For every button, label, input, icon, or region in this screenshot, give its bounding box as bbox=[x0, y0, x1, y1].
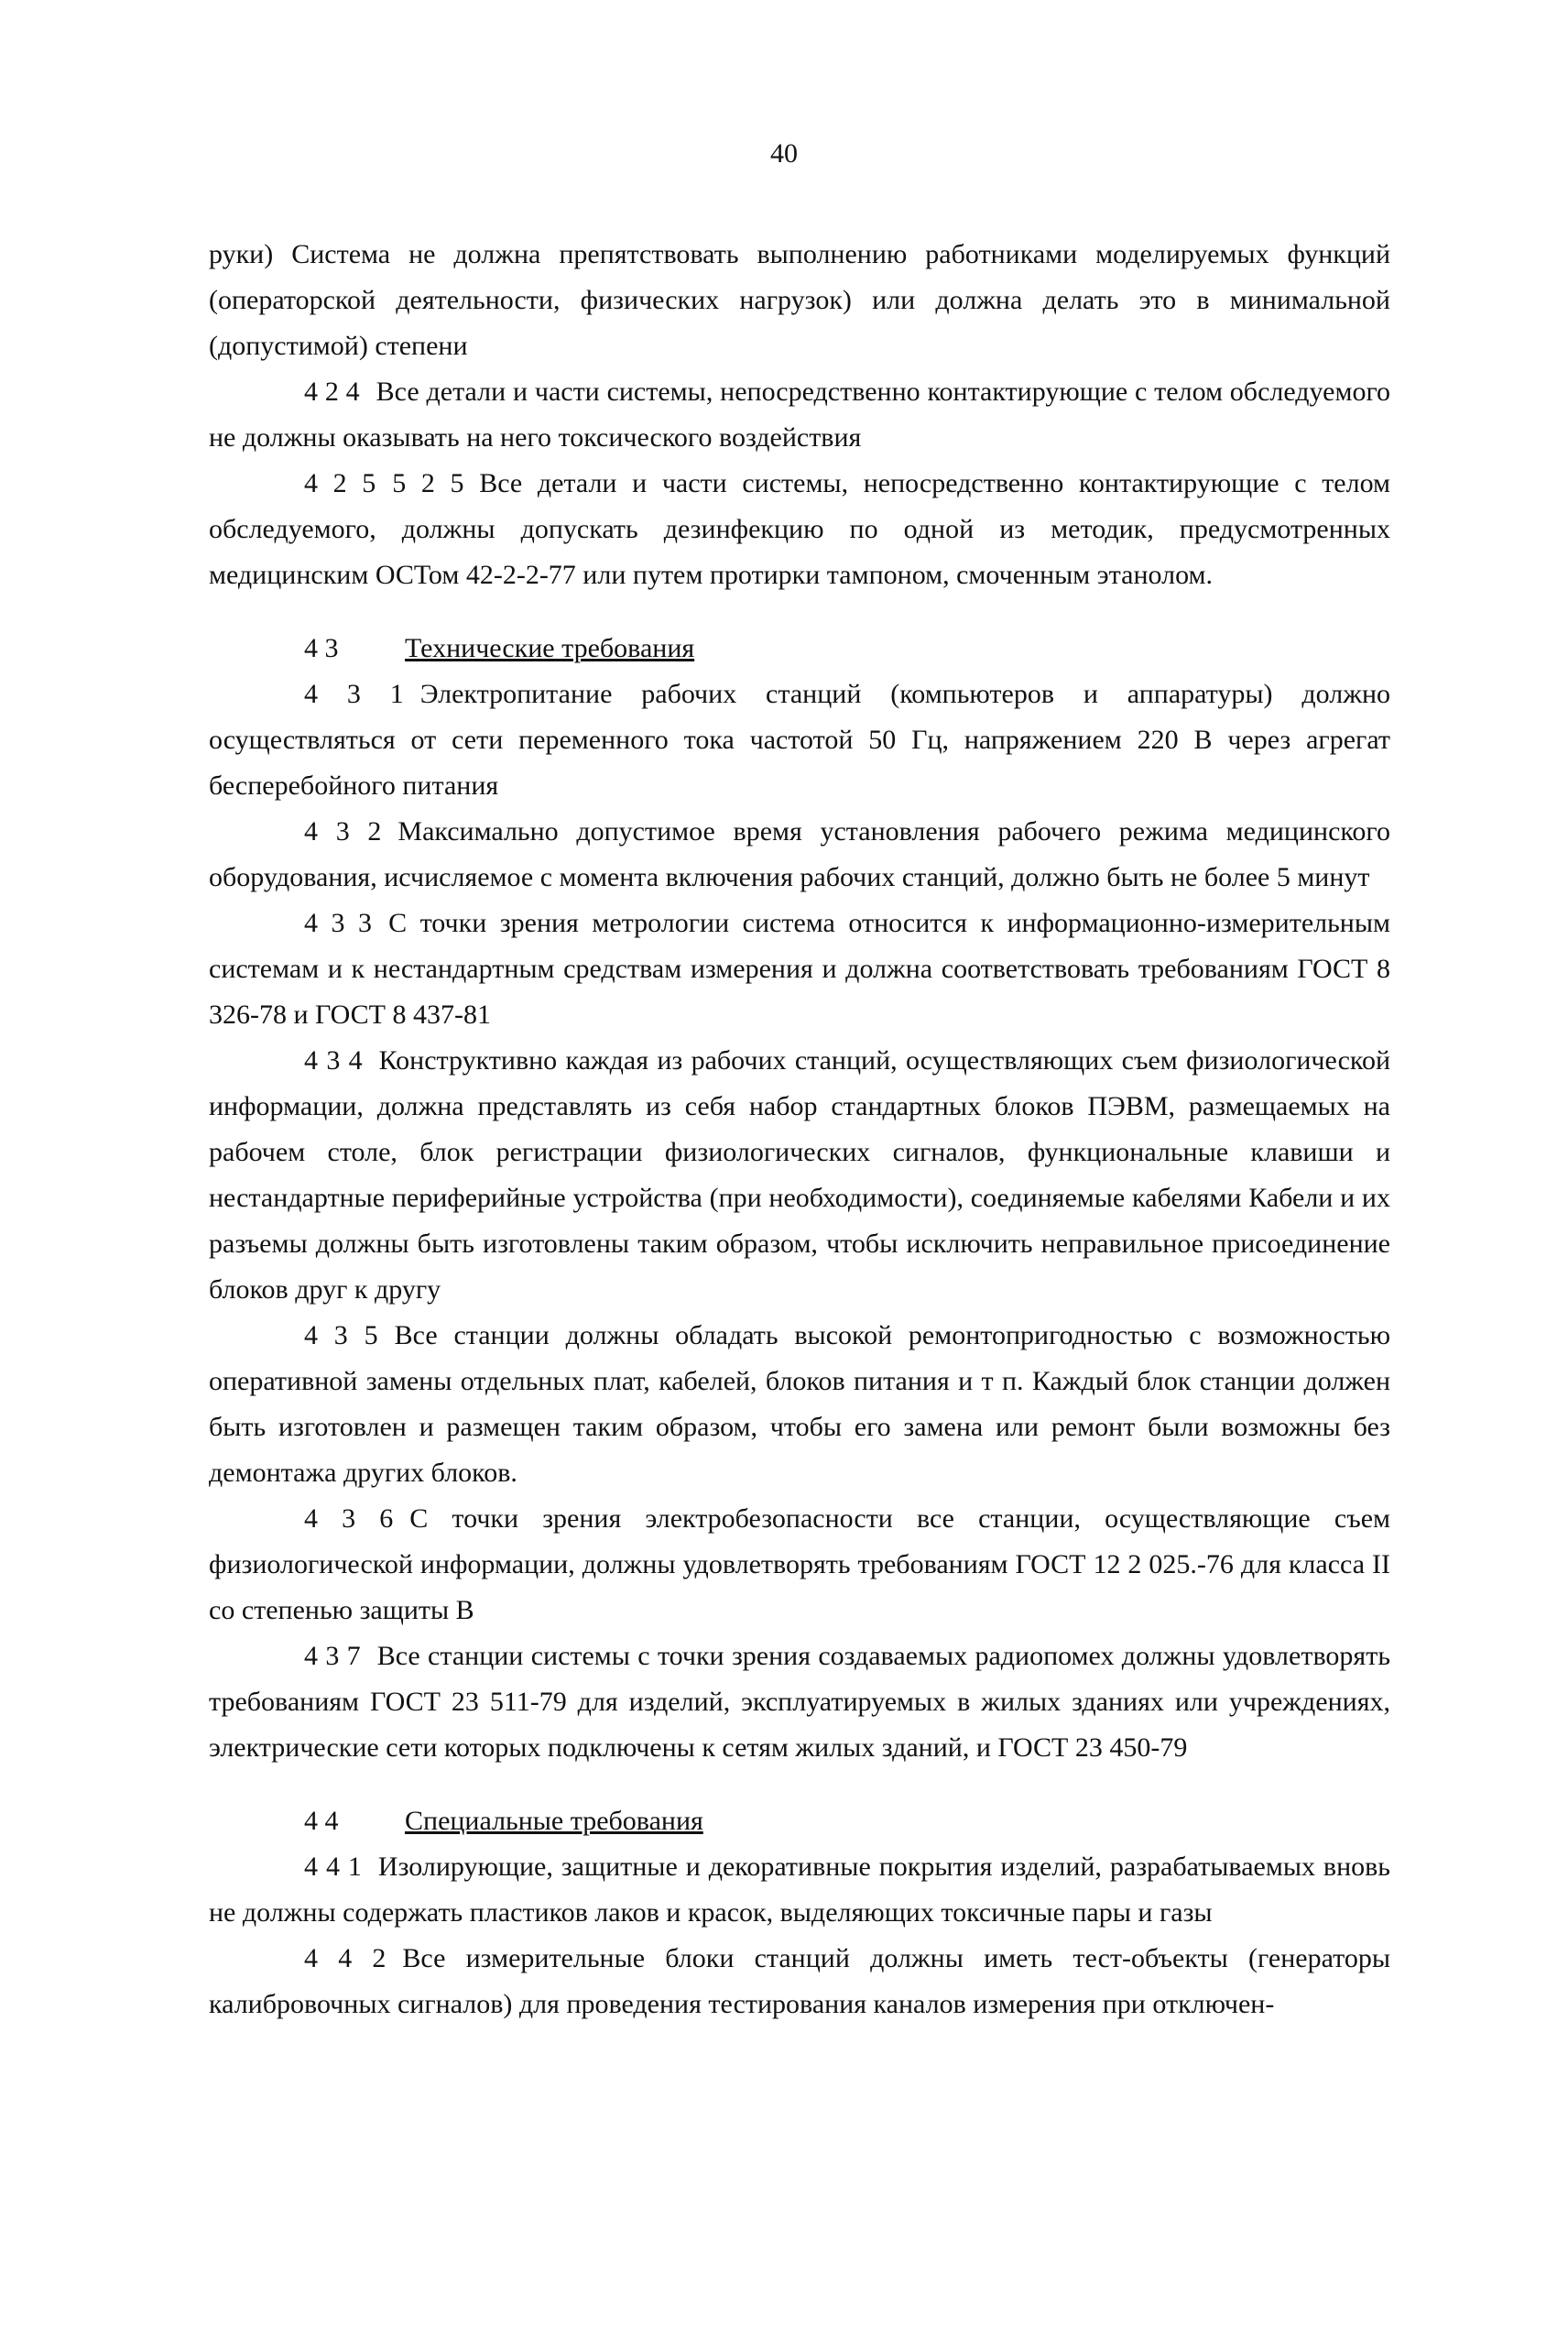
clause-number: 4 4 1 bbox=[304, 1852, 362, 1882]
paragraph-text: С точки зрения электробезопасности все станции, осуществляющие съем физиологической информации, должны удовлетворять требованиям ГОСТ 12 2 025.-76 для класса II со степенью защиты В bbox=[209, 1503, 1391, 1625]
paragraph-4-2-4 bbox=[209, 369, 1390, 461]
clause-number: 4 2 5 bbox=[304, 468, 376, 498]
paragraph-continued bbox=[209, 232, 1390, 369]
paragraph-4-2-5 bbox=[209, 461, 1390, 598]
paragraph-4-3-5 bbox=[209, 1313, 1390, 1496]
paragraph-text: руки) Система не должна препятствовать выполнению работниками моделируемых функций (операторской деятельности, физических нагрузок) или должна делать это в минимальной (допустимой) степени bbox=[209, 239, 1390, 361]
section-number: 4 3 bbox=[304, 633, 339, 663]
paragraph-4-3-1 bbox=[209, 672, 1390, 809]
clause-number: 4 3 6 bbox=[304, 1503, 394, 1534]
clause-number: 4 4 2 bbox=[304, 1943, 387, 1973]
clause-number: 4 3 3 bbox=[304, 908, 373, 938]
paragraph-4-3-2 bbox=[209, 809, 1390, 901]
paragraph-text: Все станции системы с точки зрения создаваемых радиопомех должны удовлетворять требованиям ГОСТ 23 511-79 для изделий, эксплуатируемых в жилых зданиях или учреждениях, электрические сети которых подключены к сетям жилых зданий, и ГОСТ 23 450-79 bbox=[209, 1641, 1391, 1763]
page-number: 40 bbox=[770, 138, 798, 169]
document-body bbox=[209, 232, 1390, 2027]
paragraph-text: Конструктивно каждая из рабочих станций, осуществляющих съем физиологической информации, должна представлять из себя набор стандартных блоков ПЭВМ, размещаемых на рабочем столе, блок регистрации физиологических сигналов, функциональные клавиши и нестандартные периферийные устройства (при необходимости), соединяемые кабелями Кабели и их разъемы должны быть изготовлены таким образом, чтобы исключить неправильное присоединение блоков друг к другу bbox=[209, 1045, 1390, 1305]
paragraph-text: Максимально допустимое время установления рабочего режима медицинского оборудования, исчисляемое с момента включения рабочих станций, должно быть не более 5 минут bbox=[209, 816, 1390, 892]
clause-number: 4 3 4 bbox=[304, 1045, 363, 1076]
paragraph-text: Изолирующие, защитные и декоративные покрытия изделий, разрабатываемых вновь не должны содержать пластиков лаков и красок, выделяющих токсичные пары и газы bbox=[209, 1852, 1390, 1928]
clause-number: 4 3 2 bbox=[304, 816, 382, 847]
paragraph-4-3-4 bbox=[209, 1038, 1390, 1313]
paragraph-4-3-3 bbox=[209, 901, 1390, 1038]
paragraph-text: 5 2 5 Все детали и части системы, непосредственно контактирующие с телом обследуемого, должны допускать дезинфекцию по одной из методик, предусмотренных медицинским ОСТом 42-2-2-77 или путем протирки тампоном, смоченным этанолом. bbox=[209, 468, 1390, 590]
section-title: Технические требования bbox=[405, 633, 695, 663]
paragraph-4-3-6 bbox=[209, 1496, 1390, 1633]
clause-number: 4 3 1 bbox=[304, 679, 404, 709]
paragraph-text: Все измерительные блоки станций должны иметь тест-объекты (генераторы калибровочных сигналов) для проведения тестирования каналов измерения при отключен- bbox=[209, 1943, 1390, 2019]
section-heading-4-3 bbox=[209, 626, 1390, 672]
paragraph-text: С точки зрения метрологии система относится к информационно-измерительным системам и к нестандартным средствам измерения и должна соответствовать требованиям ГОСТ 8 326-78 и ГОСТ 8 437-81 bbox=[209, 908, 1391, 1030]
paragraph-text: Электропитание рабочих станций (компьютеров и аппаратуры) должно осуществляться от сети переменного тока частотой 50 Гц, напряжением 220 В через агрегат бесперебойного питания bbox=[209, 679, 1391, 801]
clause-number: 4 2 4 bbox=[304, 377, 360, 407]
section-title: Специальные требования bbox=[405, 1806, 703, 1836]
paragraph-4-4-1 bbox=[209, 1844, 1390, 1936]
paragraph-text: Все детали и части системы, непосредственно контактирующие с телом обследуемого не должны оказывать на него токсического воздействия bbox=[209, 377, 1391, 453]
section-heading-4-4 bbox=[209, 1798, 1390, 1844]
paragraph-text: Все станции должны обладать высокой ремонтопригодностью с возможностью оперативной замены отдельных плат, кабелей, блоков питания и т п. Каждый блок станции должен быть изготовлен и размещен таким образом, чтобы его замена или ремонт были возможны без демонтажа других блоков. bbox=[209, 1320, 1390, 1488]
clause-number: 4 3 5 bbox=[304, 1320, 378, 1350]
clause-number: 4 3 7 bbox=[304, 1641, 361, 1671]
section-number: 4 4 bbox=[304, 1806, 339, 1836]
paragraph-4-4-2 bbox=[209, 1936, 1390, 2027]
paragraph-4-3-7 bbox=[209, 1633, 1390, 1771]
